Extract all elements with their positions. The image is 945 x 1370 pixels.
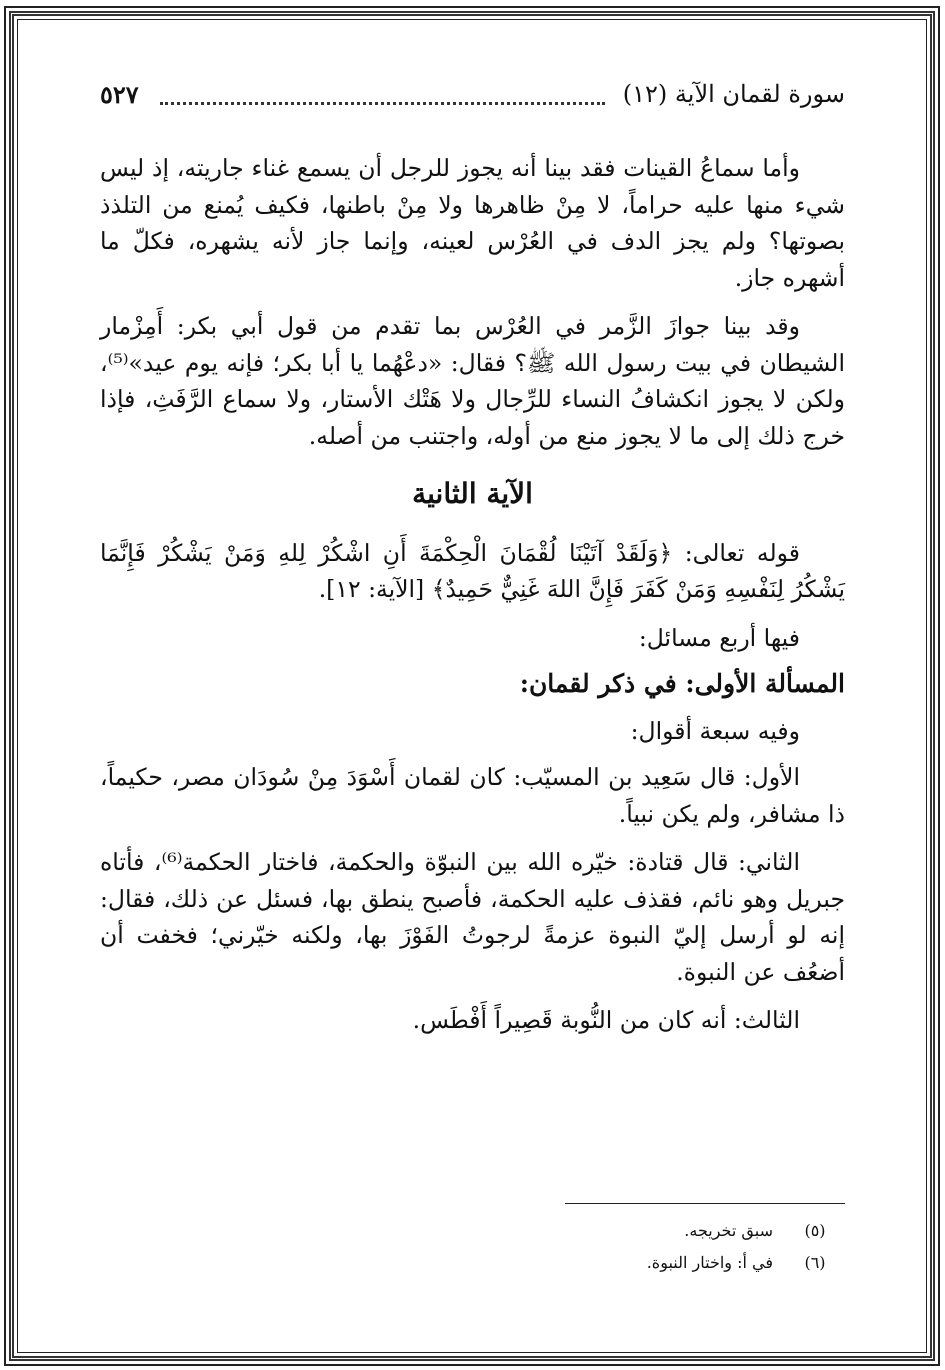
paragraph: فيها أربع مسائل: <box>638 623 800 652</box>
running-header <box>100 80 845 120</box>
page-number: ٥٢٧ <box>100 80 139 109</box>
paragraph: الأول: قال سَعِيد بن المسيّب: كان لقمان أَسْوَدَ مِنْ سُودَان مصر، حكيماً، ذا مشافر، ولم يكن نبياً. <box>100 763 845 828</box>
issue-heading: المسألة الأولى: في ذكر لقمان: <box>519 669 845 698</box>
verse-paragraph: قوله تعالى: ﴿وَلَقَدْ آتَيْنَا لُقْمَانَ الْحِكْمَةَ أَنِ اشْكُرْ لِلهِ وَمَنْ يَشْكُرْ فَإِنَّمَا يَشْكُرُ لِنَفْسِهِ وَمَنْ كَفَرَ فَإِنَّ اللهَ غَنِيٌّ حَمِيدٌ﴾ [الآية: ١٢]. <box>100 538 845 603</box>
footnote-separator <box>565 1203 845 1204</box>
paragraph: وأما سماعُ القينات فقد بينا أنه يجوز للرجل أن يسمع غناء جاريته، إذ ليس شيء منها عليه حراماً، لا مِنْ ظاهرها ولا مِنْ باطنها، فكيف يُمنع من التلذذ بصوتها؟ ولم يجز الدف في العُرْس لعينه، وإنما جاز لأنه يشهره، فكلّ ما أشهره جاز. <box>100 154 845 292</box>
paragraph: وقد بينا جوازَ الزَّمر في العُرْس بما تقدم من قول أبي بكر: أَمِزْمار الشيطان في بيت رسول الله ﷺ؟ فقال: «دعْهُما يا أبا بكر؛ فإنه يوم عيد»⁽⁵⁾، ولكن لا يجوز انكشافُ النساء للرِّجال ولا هَتْك الأستار، ولا سماع الرَّفَثِ، فإذا خرج ذلك إلى ما لا يجوز منع من أوله، واجتنب من أصله. <box>100 312 845 450</box>
footnotes <box>100 1215 845 1279</box>
running-header-title: سورة لقمان الآية (١٢) <box>622 80 845 108</box>
main-text <box>100 150 845 1051</box>
section-heading: الآية الثانية <box>412 477 533 510</box>
paragraph: الثالث: أنه كان من النُّوبة قَصِيراً أَفْطَس. <box>412 1006 800 1034</box>
footnote-number: (٦) <box>804 1253 826 1272</box>
header-dotted-leader <box>160 102 605 105</box>
footnote-number: (٥) <box>804 1221 826 1240</box>
footnote-text: في أ: واختار النبوة. <box>646 1253 773 1272</box>
footnote <box>100 1215 845 1247</box>
paragraph: وفيه سبعة أقوال: <box>630 716 800 745</box>
footnote-text: سبق تخريجه. <box>684 1221 773 1240</box>
footnote <box>100 1247 845 1279</box>
paragraph: الثاني: قال قتادة: خيّره الله بين النبوّة والحكمة، فاختار الحكمة⁽⁶⁾، فأتاه جبريل وهو نائم، فقذف عليه الحكمة، فأصبح ينطق بها، فسئل عن ذلك، فقال: إنه لو أرسل إليّ النبوة عزمةً لرجوتُ الفَوْزَ بها، ولكنه خيّرني؛ فخفت أن أضعُف عن النبوة. <box>100 848 845 986</box>
